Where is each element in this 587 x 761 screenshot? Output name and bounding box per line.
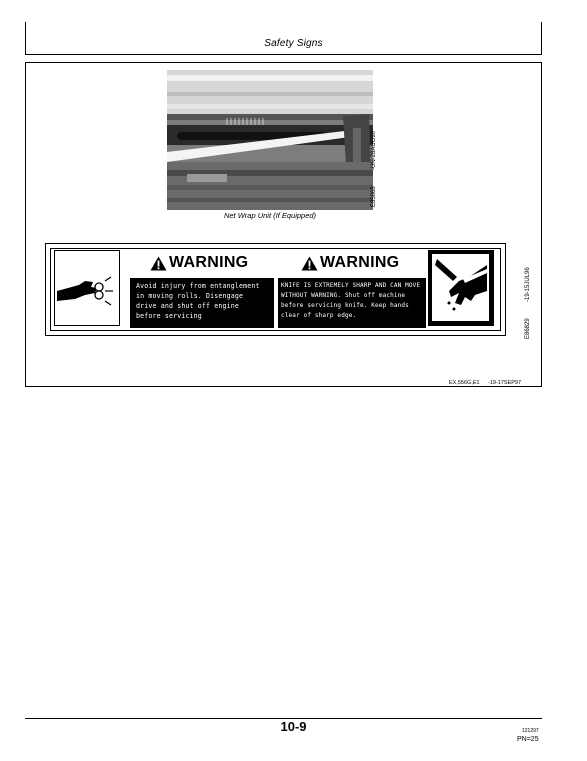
warning-triangle-icon <box>301 256 318 271</box>
footer-code: PN=25 <box>517 736 539 743</box>
net-wrap-photo <box>167 70 373 210</box>
photo-caption: Net Wrap Unit (If Equipped) <box>223 211 317 220</box>
left-warning-heading <box>150 254 248 272</box>
left-warning-message <box>130 278 274 328</box>
footer-date: 121297 <box>522 728 539 734</box>
right-warning-title: WARNING <box>320 254 400 271</box>
header-divider <box>25 54 542 55</box>
right-warning-line: WITHOUT WARNING. Shut off machine <box>281 292 406 299</box>
knife-pictorial <box>428 250 494 326</box>
section-title: Safety Signs <box>264 38 323 49</box>
right-warning-line: clear of sharp edge. <box>281 312 357 319</box>
page-number: 10-9 <box>280 719 307 734</box>
left-warning-line: Avoid injury from entanglement <box>136 282 260 290</box>
reference-date: -19-17SEP97 <box>488 380 522 386</box>
left-warning-line: before servicing <box>136 312 202 320</box>
left-warning-title: WARNING <box>169 254 249 271</box>
photo-code-top: -UN-28AUG90 <box>371 130 377 170</box>
left-warning-line: drive and shut off engine <box>136 302 239 310</box>
right-warning-line: before servicing knife. Keep hands <box>281 302 409 309</box>
right-warning-line: KNIFE IS EXTREMELY SHARP AND CAN MOVE <box>281 282 421 289</box>
decal-code-top: -19-15JUL96 <box>525 267 531 302</box>
left-warning-line: in moving rolls. Disengage <box>136 292 244 300</box>
right-warning-message <box>278 278 426 328</box>
entanglement-pictorial <box>54 250 120 326</box>
warning-decal <box>45 243 506 336</box>
decal-code-bottom: E86829 <box>525 318 531 339</box>
reference-code: EX,556G,E1 <box>449 380 480 386</box>
right-warning-heading <box>301 254 399 272</box>
warning-triangle-icon <box>150 256 167 271</box>
photo-code-bottom: E85868 <box>371 186 377 207</box>
